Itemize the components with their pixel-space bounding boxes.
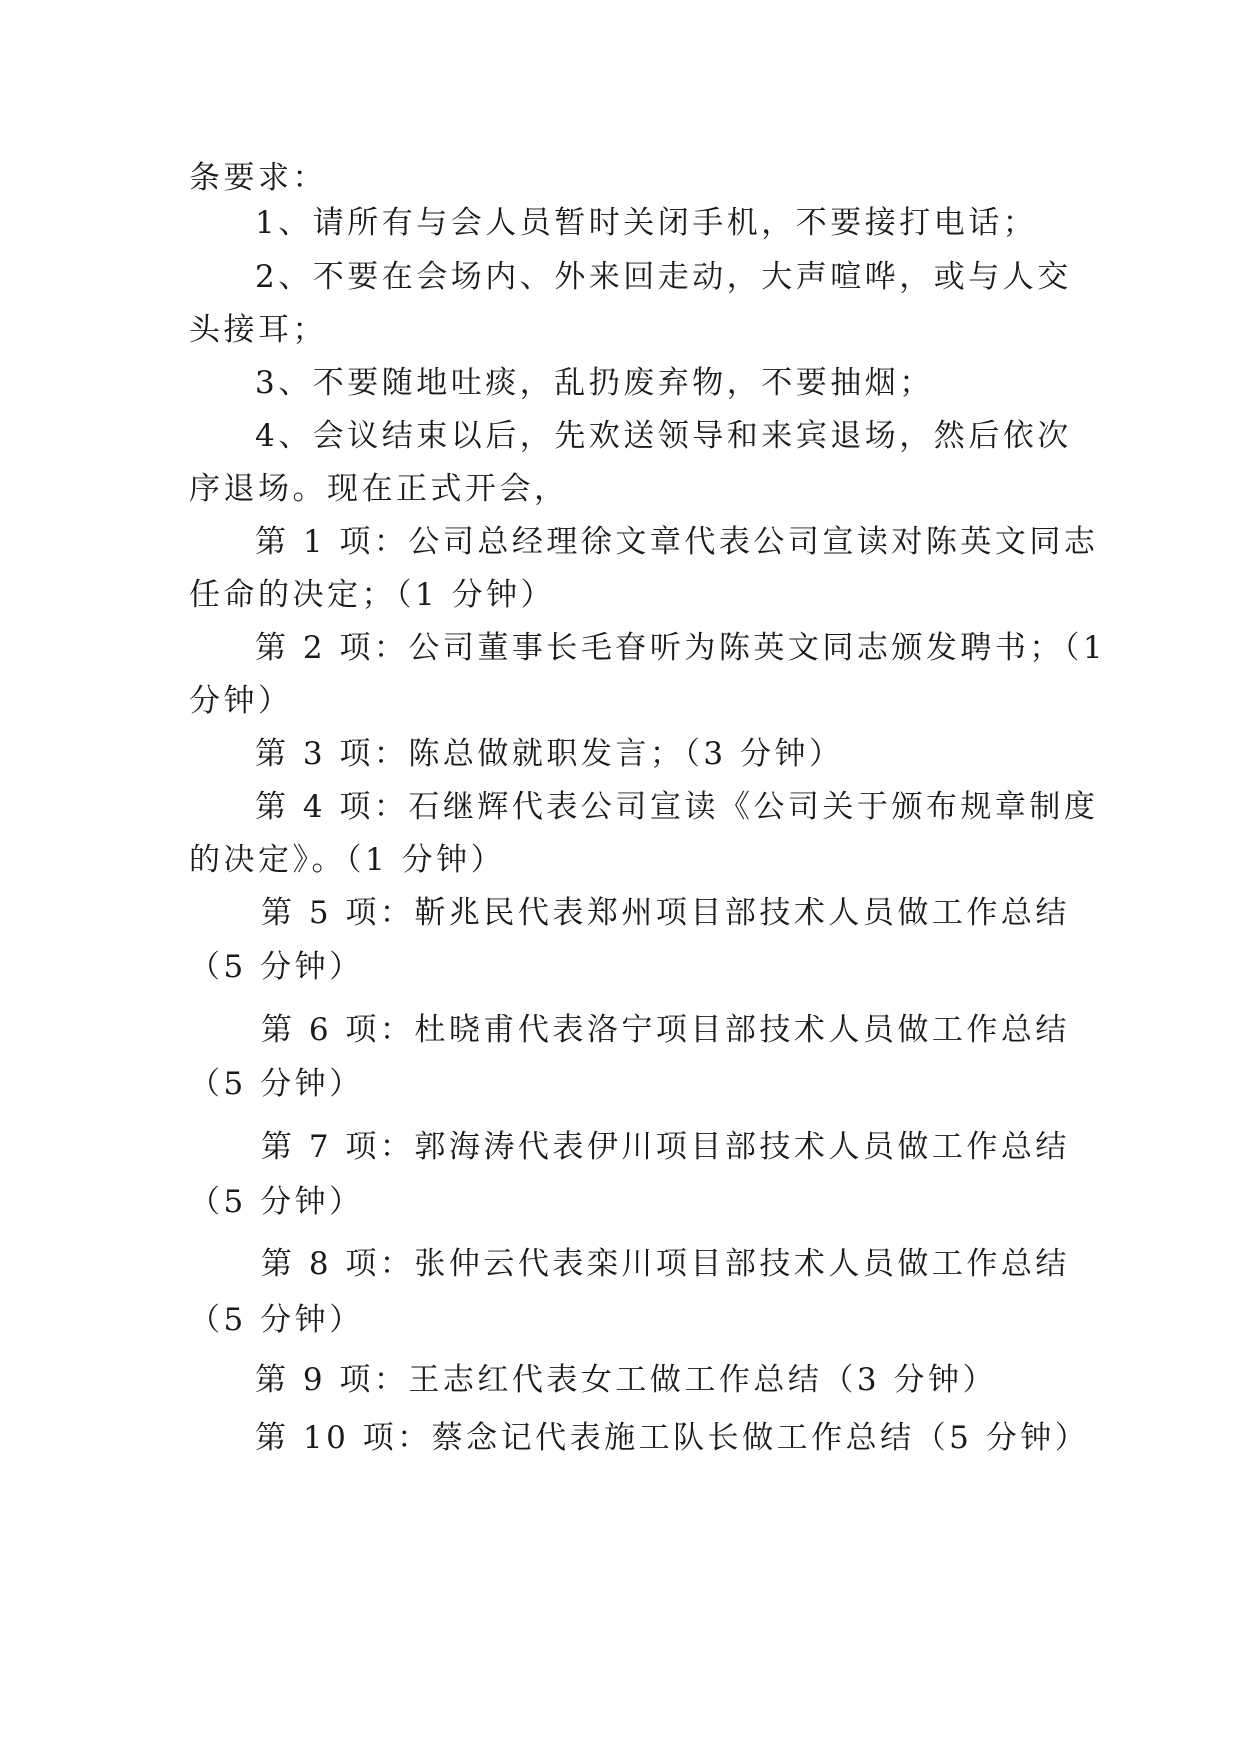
text-line: 第 9 项：王志红代表女工做工作总结（3 分钟）	[255, 1362, 998, 1398]
text-line: 第 8 项：张仲云代表栾川项目部技术人员做工作总结	[261, 1246, 1070, 1282]
text-line: 序退场。现在正式开会，	[189, 471, 569, 507]
text-line: 2、不要在会场内、外来回走动，大声喧哗，或与人交	[255, 259, 1072, 295]
text-line: 分钟）	[189, 683, 293, 719]
text-line: 第 7 项：郭海涛代表伊川项目部技术人员做工作总结	[261, 1129, 1070, 1165]
text-line: 条要求：	[189, 160, 327, 196]
text-line: （5 分钟）	[189, 1302, 364, 1338]
text-line: 第 4 项：石继辉代表公司宣读《公司关于颁布规章制度	[255, 789, 1099, 825]
text-line: 3、不要随地吐痰，乱扔废弃物，不要抽烟；	[255, 365, 934, 401]
text-line: 的决定》。（1 分钟）	[189, 842, 506, 878]
text-line: （5 分钟）	[189, 1066, 364, 1102]
text-line: 任命的决定；（1 分钟）	[189, 577, 556, 613]
text-line: 1、请所有与会人员暂时关闭手机，不要接打电话；	[255, 205, 1038, 241]
text-line: 第 10 项：蔡念记代表施工队长做工作总结（5 分钟）	[255, 1420, 1090, 1456]
text-line: （5 分钟）	[189, 1184, 364, 1220]
text-line: 头接耳；	[189, 312, 327, 348]
text-line: 第 5 项：靳兆民代表郑州项目部技术人员做工作总结	[261, 895, 1070, 931]
text-line: 第 2 项：公司董事长毛眘听为陈英文同志颁发聘书；（1	[255, 630, 1107, 666]
text-line: 第 1 项：公司总经理徐文章代表公司宣读对陈英文同志	[255, 524, 1099, 560]
text-line: 第 6 项：杜晓甫代表洛宁项目部技术人员做工作总结	[261, 1012, 1070, 1048]
text-line: （5 分钟）	[189, 949, 364, 985]
text-line: 第 3 项：陈总做就职发言；（3 分钟）	[255, 736, 844, 772]
text-line: 4、会议结束以后，先欢送领导和来宾退场，然后依次	[255, 418, 1072, 454]
